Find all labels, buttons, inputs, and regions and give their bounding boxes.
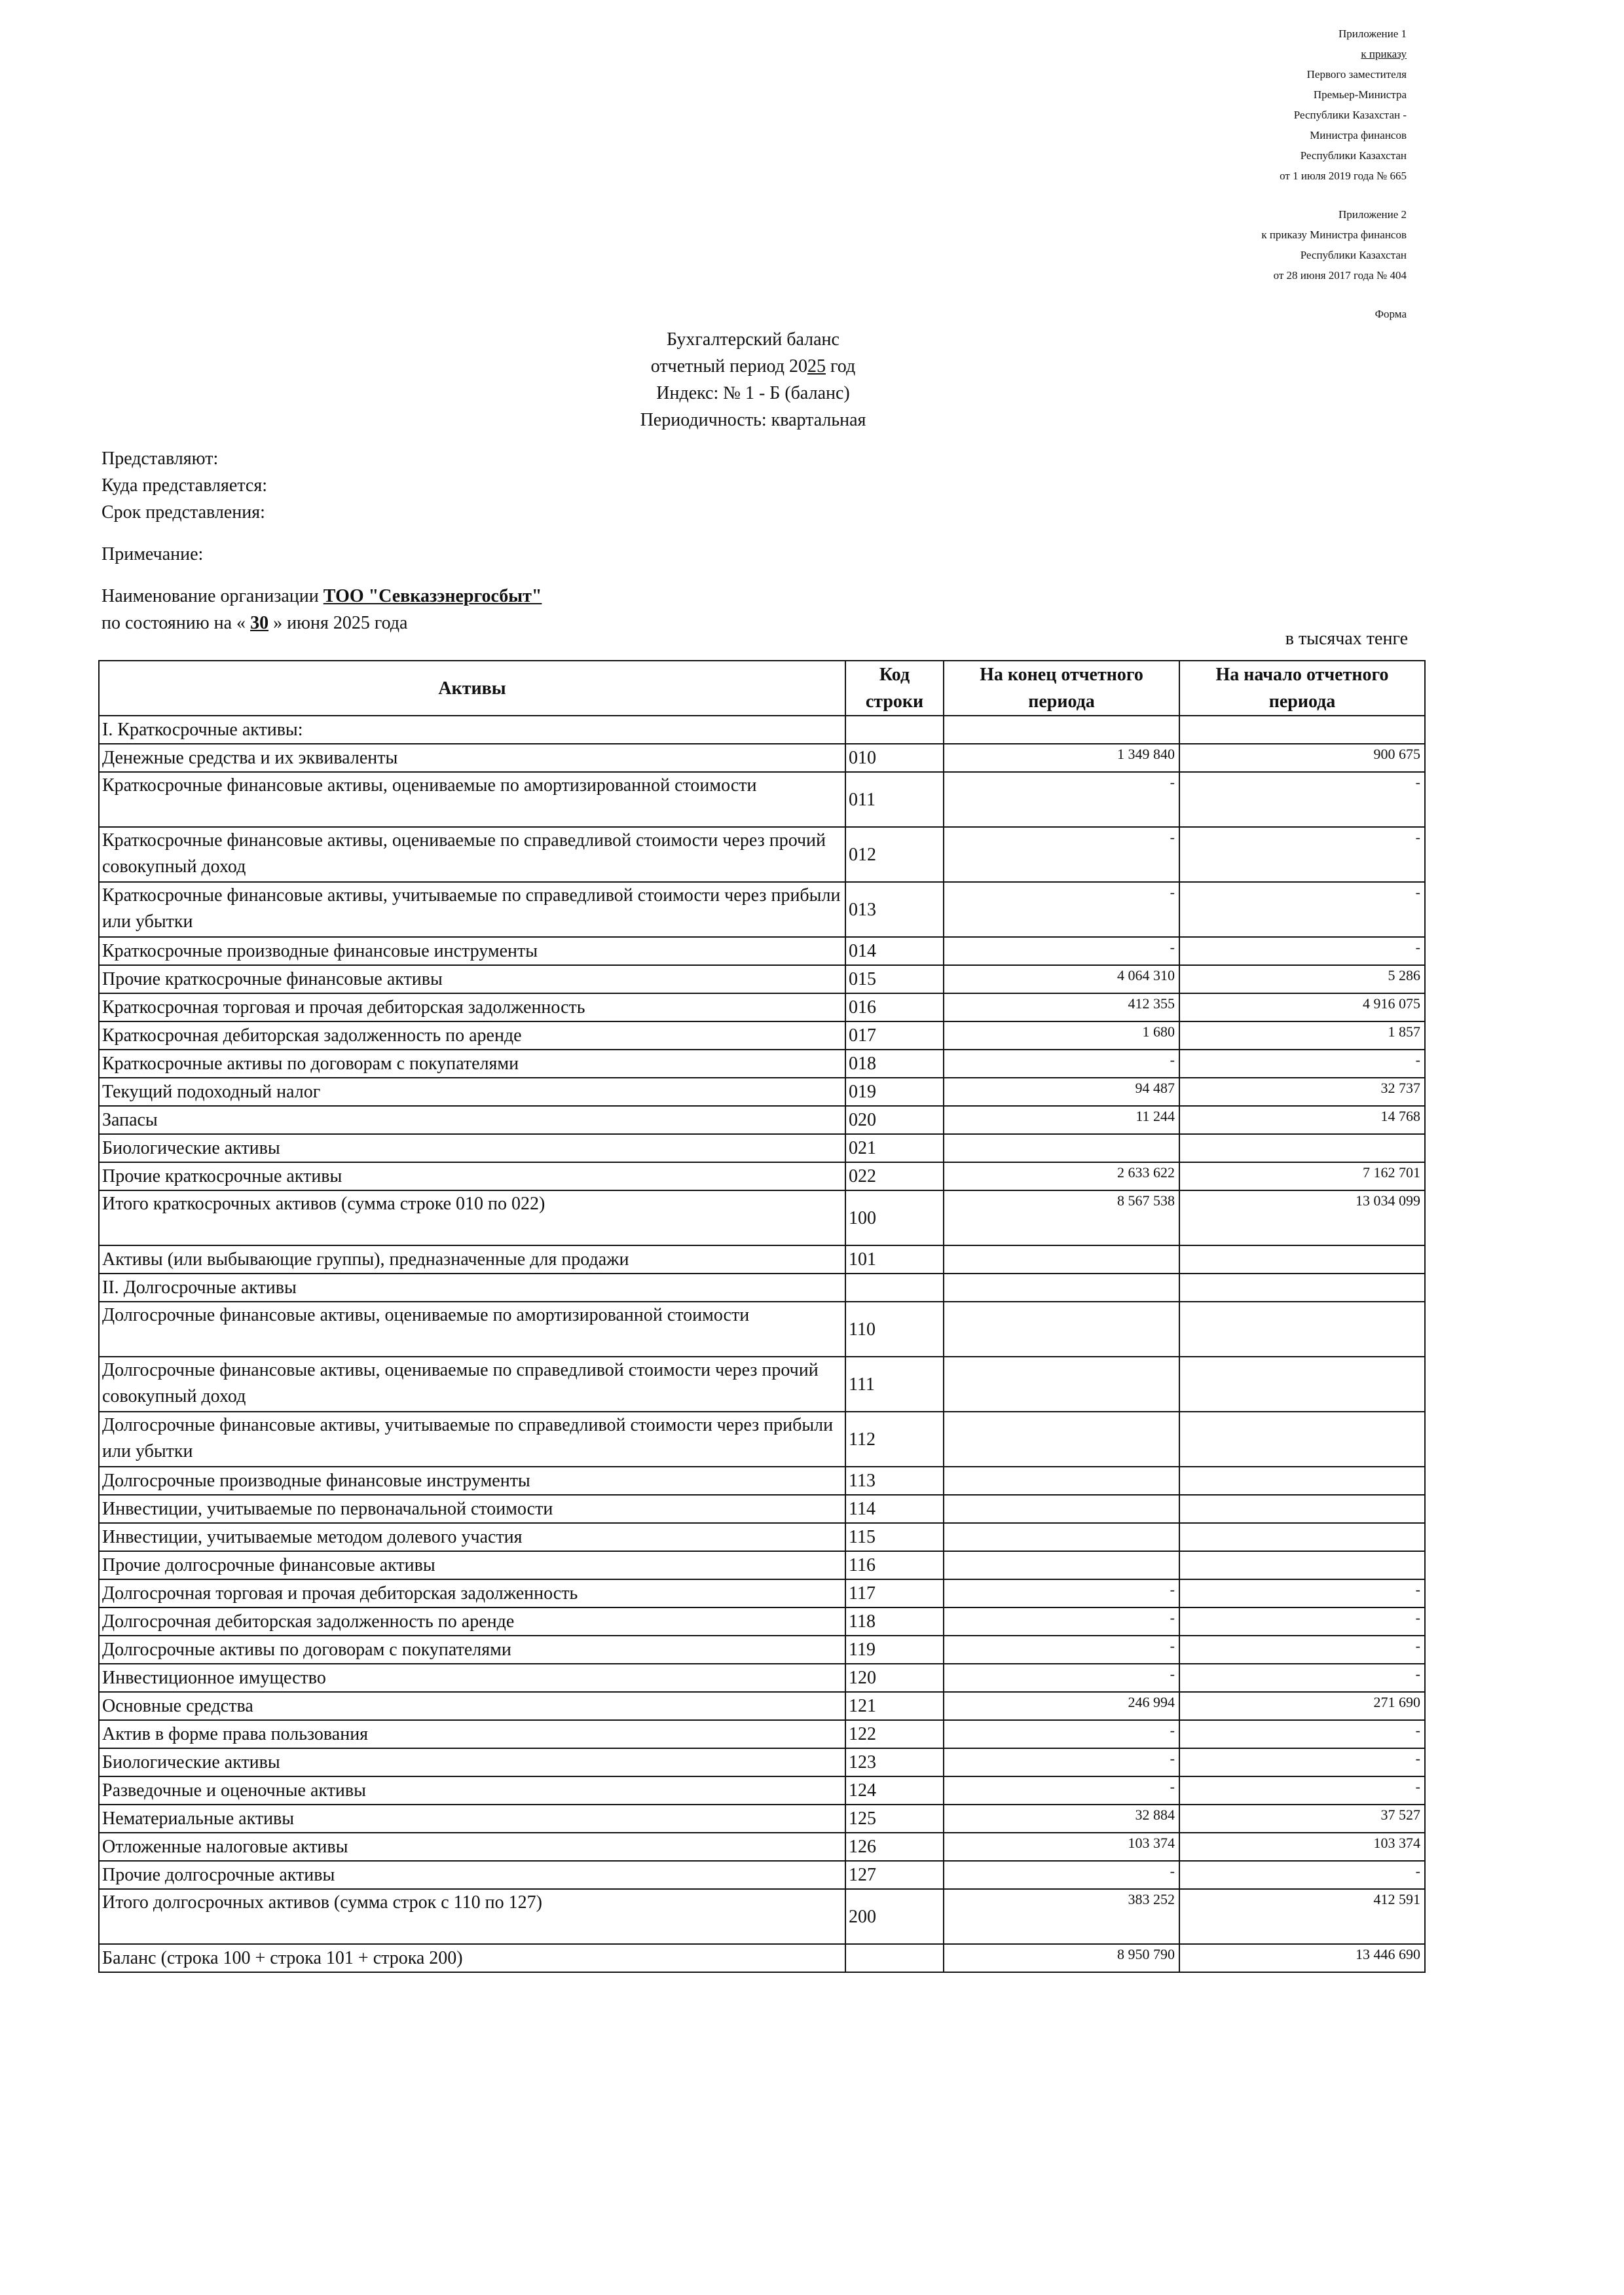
appendix-1-line: Приложение 1 — [1338, 28, 1407, 40]
row-name: Краткосрочная дебиторская задолженность по аренде — [99, 1021, 845, 1050]
table-row — [99, 1944, 1425, 1972]
table-row — [99, 1106, 1425, 1134]
row-start-value: - — [1179, 827, 1425, 882]
row-code: 117 — [845, 1579, 944, 1607]
table-row — [99, 1748, 1425, 1776]
row-name: Долгосрочные производные финансовые инструменты — [99, 1467, 845, 1495]
table-row — [99, 1805, 1425, 1833]
row-start-value: - — [1179, 1720, 1425, 1748]
row-code — [845, 1944, 944, 1972]
row-end-value: - — [944, 1748, 1179, 1776]
table-row — [99, 1412, 1425, 1467]
row-start-value: - — [1179, 1579, 1425, 1607]
row-start-value: 5 286 — [1179, 965, 1425, 993]
appendix-1-line: Премьер-Министра — [1313, 88, 1407, 101]
header-end-period: На конец отчетного периода — [944, 661, 1179, 716]
appendix-2-line: Приложение 2 — [1338, 208, 1407, 221]
row-code: 011 — [845, 772, 944, 827]
row-name: Денежные средства и их эквиваленты — [99, 744, 845, 772]
row-code: 121 — [845, 1692, 944, 1720]
row-name: Краткосрочные финансовые активы, оцениваемые по амортизированной стоимости — [99, 772, 845, 827]
row-name: Инвестиции, учитываемые методом долевого участия — [99, 1523, 845, 1551]
row-name: Краткосрочные финансовые активы, учитываемые по справедливой стоимости через прибыли или убытки — [99, 882, 845, 937]
deadline-label: Срок представления: — [101, 502, 265, 523]
row-start-value: 1 857 — [1179, 1021, 1425, 1050]
row-code: 118 — [845, 1607, 944, 1636]
table-row — [99, 1692, 1425, 1720]
appendix-1 — [1079, 24, 1407, 186]
appendix-1-line: Министра финансов — [1310, 129, 1407, 141]
row-end-value: - — [944, 1776, 1179, 1805]
row-end-value: 8 567 538 — [944, 1190, 1179, 1245]
row-start-value — [1179, 1523, 1425, 1551]
row-end-value: - — [944, 1664, 1179, 1692]
table-row — [99, 1551, 1425, 1579]
row-end-value: 246 994 — [944, 1692, 1179, 1720]
title-periodicity: Периодичность: квартальная — [640, 410, 866, 430]
row-end-value: - — [944, 1050, 1179, 1078]
row-end-value: 2 633 622 — [944, 1162, 1179, 1190]
row-start-value: - — [1179, 1776, 1425, 1805]
report-date-prefix: по состоянию на « — [101, 613, 251, 633]
row-code: 010 — [845, 744, 944, 772]
row-code: 127 — [845, 1861, 944, 1889]
appendix-2-line: к приказу Министра финансов — [1261, 229, 1407, 241]
row-name: Баланс (строка 100 + строка 101 + строка 200) — [99, 1944, 845, 1972]
row-code: 017 — [845, 1021, 944, 1050]
row-name: Краткосрочные активы по договорам с покупателями — [99, 1050, 845, 1078]
row-end-value: - — [944, 1579, 1179, 1607]
title-period-prefix: отчетный период 20 — [650, 356, 807, 376]
row-code: 113 — [845, 1467, 944, 1495]
row-name: Долгосрочная торговая и прочая дебиторская задолженность — [99, 1579, 845, 1607]
row-start-value: - — [1179, 772, 1425, 827]
table-row — [99, 965, 1425, 993]
row-code: 126 — [845, 1833, 944, 1861]
row-end-value: - — [944, 937, 1179, 965]
row-start-value: - — [1179, 1748, 1425, 1776]
row-name: Биологические активы — [99, 1134, 845, 1162]
report-date-day: 30 — [250, 613, 269, 633]
row-end-value: 8 950 790 — [944, 1944, 1179, 1972]
submitted-by-label: Представляют: — [101, 449, 219, 469]
table-row — [99, 1523, 1425, 1551]
row-start-value: - — [1179, 1607, 1425, 1636]
table-row — [99, 1720, 1425, 1748]
header-code: Код строки — [845, 661, 944, 716]
row-start-value: - — [1179, 882, 1425, 937]
row-code: 100 — [845, 1190, 944, 1245]
table-row — [99, 1357, 1425, 1412]
units-label: в тысячах тенге — [1285, 629, 1408, 649]
form-label: Форма — [1375, 308, 1407, 320]
row-end-value — [944, 1302, 1179, 1357]
row-end-value — [944, 1245, 1179, 1274]
row-code: 123 — [845, 1748, 944, 1776]
row-start-value — [1179, 1302, 1425, 1357]
row-name: I. Краткосрочные активы: — [99, 716, 845, 744]
row-start-value: 32 737 — [1179, 1078, 1425, 1106]
row-name: Отложенные налоговые активы — [99, 1833, 845, 1861]
row-end-value: - — [944, 827, 1179, 882]
row-code: 019 — [845, 1078, 944, 1106]
row-end-value — [944, 1495, 1179, 1523]
row-end-value — [944, 1134, 1179, 1162]
row-start-value: 14 768 — [1179, 1106, 1425, 1134]
table-row — [99, 1776, 1425, 1805]
row-name: Разведочные и оценочные активы — [99, 1776, 845, 1805]
organization-label: Наименование организации — [101, 586, 323, 606]
row-name: Долгосрочная дебиторская задолженность по аренде — [99, 1607, 845, 1636]
table-row — [99, 1190, 1425, 1245]
row-name: Прочие краткосрочные финансовые активы — [99, 965, 845, 993]
row-start-value: 412 591 — [1179, 1889, 1425, 1944]
row-start-value — [1179, 1412, 1425, 1467]
table-row — [99, 882, 1425, 937]
row-start-value: - — [1179, 937, 1425, 965]
row-name: Текущий подоходный налог — [99, 1078, 845, 1106]
row-start-value — [1179, 1357, 1425, 1412]
balance-table — [98, 660, 1426, 1973]
table-row — [99, 1861, 1425, 1889]
row-start-value — [1179, 1245, 1425, 1274]
note-label: Примечание: — [101, 544, 204, 564]
row-code: 124 — [845, 1776, 944, 1805]
table-row — [99, 827, 1425, 882]
row-name: Активы (или выбывающие группы), предназначенные для продажи — [99, 1245, 845, 1274]
row-code: 112 — [845, 1412, 944, 1467]
row-end-value — [944, 1274, 1179, 1302]
row-code: 115 — [845, 1523, 944, 1551]
table-row — [99, 1274, 1425, 1302]
table-row — [99, 1467, 1425, 1495]
table-row — [99, 1162, 1425, 1190]
row-name: Актив в форме права пользования — [99, 1720, 845, 1748]
appendix-1-line: Первого заместителя — [1306, 68, 1407, 81]
organization-line — [101, 583, 887, 610]
row-name: Основные средства — [99, 1692, 845, 1720]
row-end-value — [944, 1467, 1179, 1495]
row-code — [845, 1274, 944, 1302]
table-row — [99, 1134, 1425, 1162]
table-row — [99, 1302, 1425, 1357]
row-name: Инвестиционное имущество — [99, 1664, 845, 1692]
header-assets: Активы — [99, 661, 845, 716]
row-start-value: - — [1179, 1664, 1425, 1692]
row-start-value: 271 690 — [1179, 1692, 1425, 1720]
row-start-value — [1179, 1495, 1425, 1523]
row-name: II. Долгосрочные активы — [99, 1274, 845, 1302]
organization-name: ТОО "Севказэнергосбыт" — [323, 586, 542, 606]
appendix-2 — [1079, 204, 1407, 285]
row-end-value: - — [944, 772, 1179, 827]
document-title — [544, 326, 963, 433]
row-end-value — [944, 716, 1179, 744]
row-code: 114 — [845, 1495, 944, 1523]
table-row — [99, 1078, 1425, 1106]
table-row — [99, 744, 1425, 772]
row-code: 120 — [845, 1664, 944, 1692]
row-name: Биологические активы — [99, 1748, 845, 1776]
row-name: Прочие краткосрочные активы — [99, 1162, 845, 1190]
row-name: Нематериальные активы — [99, 1805, 845, 1833]
row-name: Долгосрочные финансовые активы, оцениваемые по амортизированной стоимости — [99, 1302, 845, 1357]
row-end-value: 94 487 — [944, 1078, 1179, 1106]
row-end-value: - — [944, 1607, 1179, 1636]
title-line-1: Бухгалтерский баланс — [667, 329, 840, 350]
row-name: Прочие долгосрочные финансовые активы — [99, 1551, 845, 1579]
row-name: Прочие долгосрочные активы — [99, 1861, 845, 1889]
report-date-line — [101, 610, 887, 636]
row-code: 013 — [845, 882, 944, 937]
row-code: 111 — [845, 1357, 944, 1412]
row-name: Краткосрочная торговая и прочая дебиторская задолженность — [99, 993, 845, 1021]
row-start-value — [1179, 1467, 1425, 1495]
row-start-value: 900 675 — [1179, 744, 1425, 772]
appendix-2-line: Республики Казахстан — [1300, 249, 1407, 261]
table-row — [99, 993, 1425, 1021]
appendix-1-line: Республики Казахстан — [1300, 149, 1407, 162]
row-end-value: 383 252 — [944, 1889, 1179, 1944]
table-row — [99, 772, 1425, 827]
row-code — [845, 716, 944, 744]
title-period-year: 25 — [807, 356, 826, 376]
table-row — [99, 1664, 1425, 1692]
row-name: Итого долгосрочных активов (сумма строк с 110 по 127) — [99, 1889, 845, 1944]
appendix-1-line: Республики Казахстан - — [1293, 109, 1407, 121]
row-end-value: 32 884 — [944, 1805, 1179, 1833]
row-end-value: 4 064 310 — [944, 965, 1179, 993]
row-name: Итого краткосрочных активов (сумма строке 010 по 022) — [99, 1190, 845, 1245]
submitted-to-label: Куда представляется: — [101, 475, 267, 496]
row-start-value — [1179, 1551, 1425, 1579]
title-index: Индекс: № 1 - Б (баланс) — [656, 383, 850, 403]
row-end-value: 103 374 — [944, 1833, 1179, 1861]
title-line-2 — [544, 353, 963, 380]
row-end-value: 412 355 — [944, 993, 1179, 1021]
report-meta — [101, 445, 887, 636]
row-code: 016 — [845, 993, 944, 1021]
table-row — [99, 1021, 1425, 1050]
row-end-value — [944, 1357, 1179, 1412]
row-code: 020 — [845, 1106, 944, 1134]
row-start-value: 13 446 690 — [1179, 1944, 1425, 1972]
row-name: Краткосрочные производные финансовые инструменты — [99, 937, 845, 965]
row-start-value: - — [1179, 1861, 1425, 1889]
table-row — [99, 1495, 1425, 1523]
table-row — [99, 716, 1425, 744]
row-code: 122 — [845, 1720, 944, 1748]
row-end-value: - — [944, 1861, 1179, 1889]
row-start-value: 13 034 099 — [1179, 1190, 1425, 1245]
row-code: 022 — [845, 1162, 944, 1190]
row-code: 110 — [845, 1302, 944, 1357]
table-row — [99, 1579, 1425, 1607]
row-start-value — [1179, 1134, 1425, 1162]
row-end-value — [944, 1523, 1179, 1551]
row-end-value: - — [944, 882, 1179, 937]
row-name: Инвестиции, учитываемые по первоначальной стоимости — [99, 1495, 845, 1523]
row-end-value: - — [944, 1720, 1179, 1748]
appendix-1-line: к приказу — [1361, 48, 1407, 60]
row-code: 014 — [845, 937, 944, 965]
table-header-row — [99, 661, 1425, 716]
row-code: 015 — [845, 965, 944, 993]
row-start-value: 7 162 701 — [1179, 1162, 1425, 1190]
row-name: Запасы — [99, 1106, 845, 1134]
row-code: 021 — [845, 1134, 944, 1162]
appendix-2-line: от 28 июня 2017 года № 404 — [1273, 269, 1407, 282]
row-start-value: - — [1179, 1636, 1425, 1664]
row-end-value: - — [944, 1636, 1179, 1664]
row-start-value — [1179, 1274, 1425, 1302]
row-name: Долгосрочные активы по договорам с покупателями — [99, 1636, 845, 1664]
row-start-value: 4 916 075 — [1179, 993, 1425, 1021]
table-row — [99, 1245, 1425, 1274]
report-date-suffix: » июня 2025 года — [268, 613, 408, 633]
title-period-suffix: год — [826, 356, 856, 376]
row-end-value: 1 680 — [944, 1021, 1179, 1050]
row-start-value: 37 527 — [1179, 1805, 1425, 1833]
row-end-value — [944, 1412, 1179, 1467]
row-code: 119 — [845, 1636, 944, 1664]
appendix-1-line: от 1 июля 2019 года № 665 — [1280, 170, 1407, 182]
table-row — [99, 1833, 1425, 1861]
table-row — [99, 1607, 1425, 1636]
row-end-value — [944, 1551, 1179, 1579]
row-code: 018 — [845, 1050, 944, 1078]
row-name: Долгосрочные финансовые активы, оцениваемые по справедливой стоимости через прочий совокупный доход — [99, 1357, 845, 1412]
table-row — [99, 1636, 1425, 1664]
row-name: Долгосрочные финансовые активы, учитываемые по справедливой стоимости через прибыли или убытки — [99, 1412, 845, 1467]
table-body — [99, 716, 1425, 1972]
row-end-value: 1 349 840 — [944, 744, 1179, 772]
row-start-value: - — [1179, 1050, 1425, 1078]
table-row — [99, 937, 1425, 965]
row-code: 012 — [845, 827, 944, 882]
row-name: Краткосрочные финансовые активы, оцениваемые по справедливой стоимости через прочий совокупный доход — [99, 827, 845, 882]
row-code: 125 — [845, 1805, 944, 1833]
row-code: 200 — [845, 1889, 944, 1944]
header-right — [1079, 24, 1407, 324]
table-row — [99, 1889, 1425, 1944]
row-code: 116 — [845, 1551, 944, 1579]
row-start-value — [1179, 716, 1425, 744]
header-start-period: На начало отчетного периода — [1179, 661, 1425, 716]
row-end-value: 11 244 — [944, 1106, 1179, 1134]
row-start-value: 103 374 — [1179, 1833, 1425, 1861]
row-code: 101 — [845, 1245, 944, 1274]
table-row — [99, 1050, 1425, 1078]
